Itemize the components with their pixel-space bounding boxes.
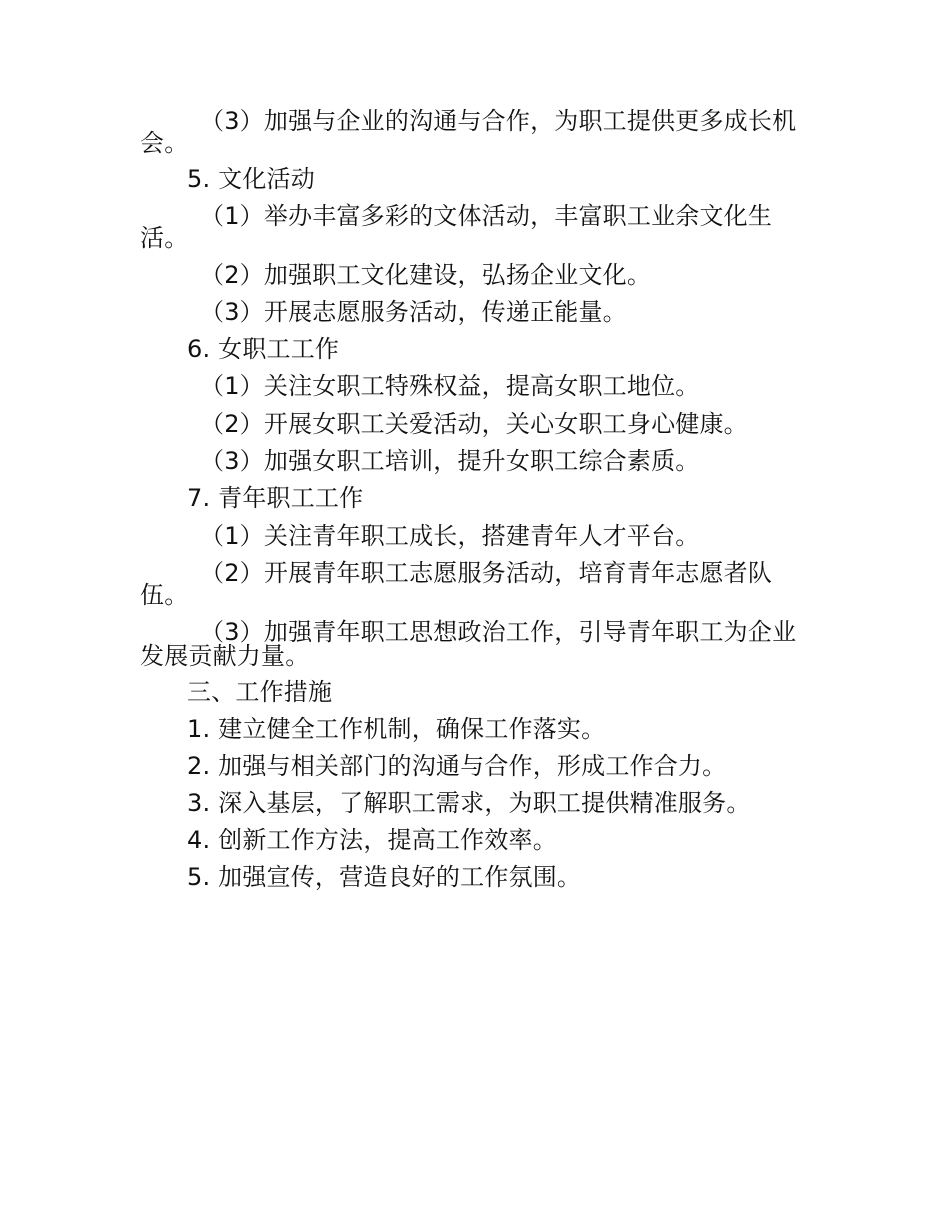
list-item: 3. 深入基层，了解职工需求，为职工提供精准服务。 xyxy=(187,789,751,817)
list-item: 1. 建立健全工作机制，确保工作落实。 xyxy=(187,715,606,743)
list-item: （3）加强女职工培训，提升女职工综合素质。 xyxy=(200,447,700,475)
list-item: （2）开展青年职工志愿服务活动，培育青年志愿者队 xyxy=(200,559,773,587)
list-item: （3）加强青年职工思想政治工作，引导青年职工为企业 xyxy=(200,618,797,646)
list-item-continuation: 伍。 xyxy=(140,581,189,609)
list-item: 4. 创新工作方法，提高工作效率。 xyxy=(187,826,557,854)
section-heading: 三、工作措施 xyxy=(187,678,333,706)
list-item: （1）举办丰富多彩的文体活动，丰富职工业余文化生 xyxy=(200,202,773,230)
list-item: 5. 加强宣传，营造良好的工作氛围。 xyxy=(187,863,582,891)
list-item-continuation: 会。 xyxy=(140,129,189,157)
section-heading: 7. 青年职工工作 xyxy=(187,484,364,512)
list-item-continuation: 发展贡献力量。 xyxy=(140,642,310,670)
list-item: （2）开展女职工关爱活动，关心女职工身心健康。 xyxy=(200,410,748,438)
list-item-continuation: 活。 xyxy=(140,224,189,252)
list-item: （1）关注女职工特殊权益，提高女职工地位。 xyxy=(200,372,700,400)
section-heading: 6. 女职工工作 xyxy=(187,335,340,363)
list-item: （1）关注青年职工成长，搭建青年人才平台。 xyxy=(200,522,700,550)
list-item: （2）加强职工文化建设，弘扬企业文化。 xyxy=(200,261,652,289)
list-item: （3）加强与企业的沟通与合作，为职工提供更多成长机 xyxy=(200,107,797,135)
section-heading: 5. 文化活动 xyxy=(187,165,315,193)
list-item: 2. 加强与相关部门的沟通与合作，形成工作合力。 xyxy=(187,752,727,780)
list-item: （3）开展志愿服务活动，传递正能量。 xyxy=(200,298,627,326)
